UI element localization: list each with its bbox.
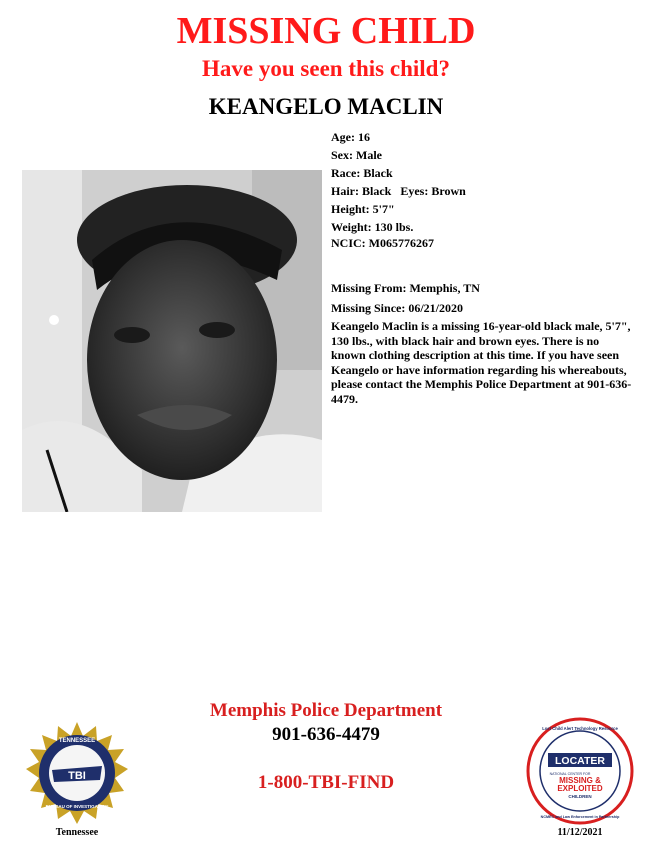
poster-date: 11/12/2021 (557, 827, 603, 838)
ncmec-locater-text: LOCATER (555, 755, 605, 767)
missing-since-field: Missing Since: 06/21/2020 (331, 301, 464, 315)
hair-eyes-field: Hair: Black Eyes: Brown (331, 184, 466, 198)
missing-from-field: Missing From: Memphis, TN (331, 281, 480, 295)
tbi-seal-bottom-text: BUREAU OF INVESTIGATION (45, 804, 109, 809)
photo-illustration (22, 170, 322, 512)
ncmec-center-small-text: NATIONAL CENTER FOR (549, 772, 591, 776)
age-field: Age: 16 (331, 130, 370, 144)
poster-title: MISSING CHILD (176, 10, 476, 52)
tbi-caption: Tennessee (55, 827, 99, 838)
ncmec-ring-top-text: Lost Child Alert Technology Resource (542, 726, 618, 731)
tbi-seal-center-text: TBI (68, 770, 86, 782)
child-photo (22, 170, 322, 512)
tbi-seal-icon (26, 722, 128, 824)
ncmec-children-text: CHILDREN (568, 794, 592, 799)
agency-name: Memphis Police Department (209, 700, 443, 721)
ncmec-exploited-text: EXPLOITED (557, 784, 603, 793)
poster-subtitle: Have you seen this child? (202, 56, 450, 81)
sex-field: Sex: Male (331, 148, 382, 162)
missing-details (331, 279, 480, 317)
ncic-field: NCIC: M065776267 (331, 236, 434, 250)
tbi-seal-top-text: TENNESSEE (58, 738, 96, 744)
weight-field: Weight: 130 lbs. (331, 220, 414, 234)
physical-description (331, 128, 466, 252)
child-name: KEANGELO MACLIN (208, 94, 444, 119)
race-field: Race: Black (331, 166, 393, 180)
height-field: Height: 5'7" (331, 202, 395, 216)
ncmec-locater-seal-icon (526, 717, 634, 825)
ncmec-ring-bottom-text: NCMEC and Law Enforcement in Partnership (540, 815, 620, 819)
tip-line-number: 1-800-TBI-FIND (257, 772, 395, 793)
agency-phone: 901-636-4479 (272, 724, 380, 745)
ncmec-missing-text: MISSING & (559, 776, 601, 785)
case-description: Keangelo Maclin is a missing 16-year-old black male, 5'7", 130 lbs., with black hair and brown eyes. There is no known clothing description at this time. If you have seen Keangelo or have information regarding his whereabouts, please contact the Memphis Police Department at 901-636-4479. (331, 319, 632, 406)
